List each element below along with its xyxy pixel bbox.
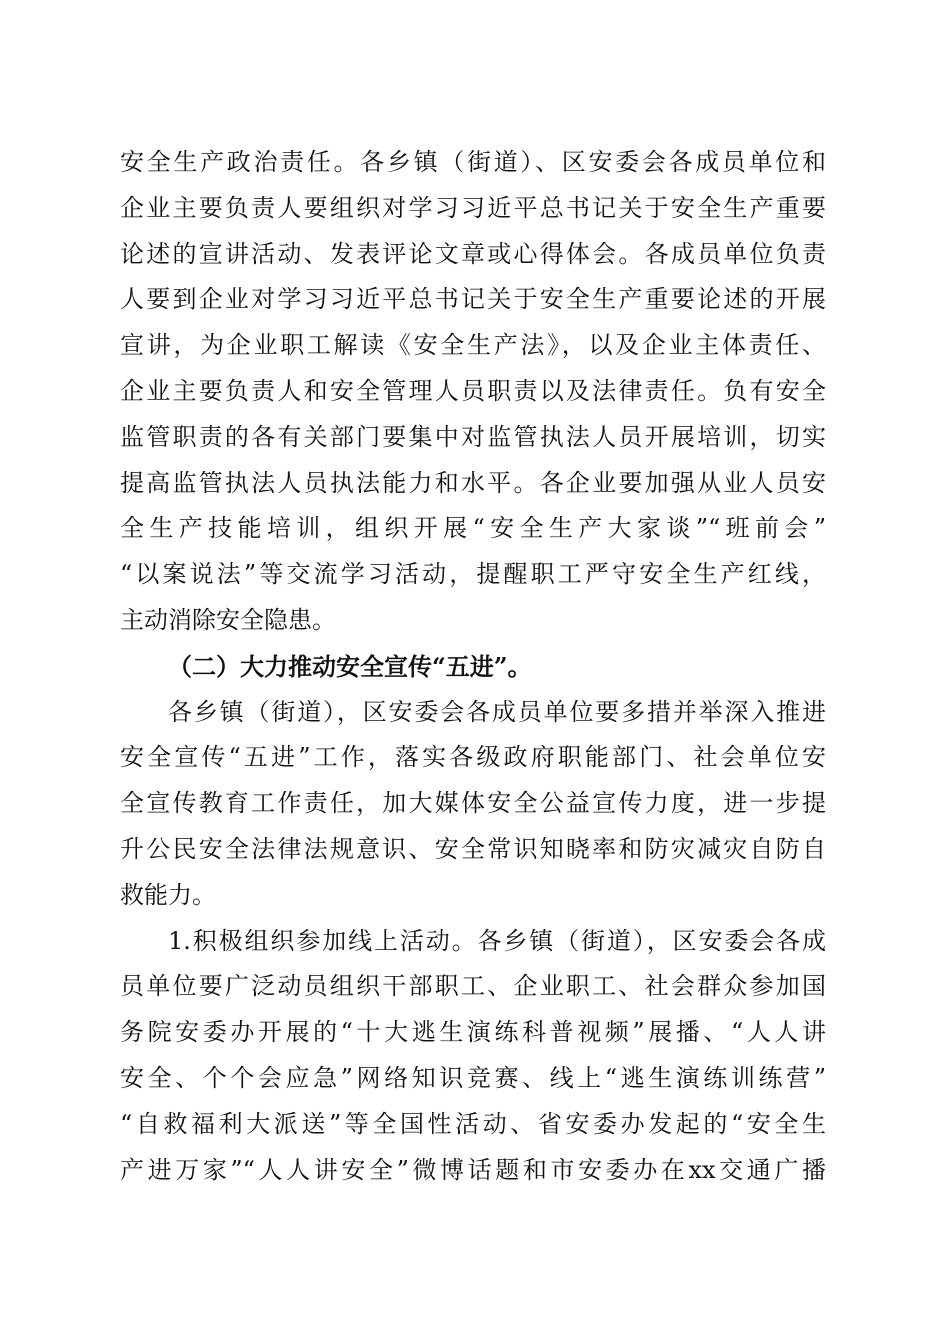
text-line: 主动消除安全隐患。 <box>120 605 336 634</box>
paragraph-five-entries <box>120 690 826 919</box>
text-line: “以案说法”等交流学习活动，提醒职工严守安全生产红线， <box>120 560 826 589</box>
document-body <box>120 140 826 1193</box>
text-line: 各乡镇（街道），区安委会各成员单位要多措并举深入推进 <box>168 697 826 726</box>
text-line: 务院安委办开展的“十大逃生演练科普视频”展播、“人人讲 <box>120 1018 826 1047</box>
text-line: 企业主要负责人和安全管理人员职责以及法律责任。负有安全 <box>120 376 826 405</box>
text-line: “自救福利大派送”等全国性活动、省安委办发起的“安全生 <box>120 1109 826 1138</box>
text-line: 升公民安全法律法规意识、安全常识知晓率和防灾减灾自防自 <box>120 834 826 863</box>
text-line: 安全生产政治责任。各乡镇（街道）、区安委会各成员单位和 <box>120 148 826 176</box>
paragraph-safety-responsibility <box>120 140 826 644</box>
text-line: 宣讲，为企业职工解读《安全生产法》，以及企业主体责任、 <box>120 331 826 360</box>
text-line: 安全宣传“五进”工作，落实各级政府职能部门、社会单位安 <box>120 743 826 772</box>
text-line: 救能力。 <box>120 880 216 909</box>
text-line: 全宣传教育工作责任，加大媒体安全公益宣传力度，进一步提 <box>120 789 826 818</box>
paragraph-online-activities <box>120 919 826 1194</box>
text-line: 员单位要广泛动员组织干部职工、企业职工、社会群众参加国 <box>120 972 826 1001</box>
text-line: 1.积极组织参加线上活动。各乡镇（街道），区安委会各成 <box>168 926 826 955</box>
section-heading-text: （二）大力推动安全宣传“五进”。 <box>168 651 532 681</box>
text-line: 监管职责的各有关部门要集中对监管执法人员开展培训，切实 <box>120 422 826 451</box>
text-line: 安全、个个会应急”网络知识竞赛、线上“逃生演练训练营” <box>120 1063 826 1092</box>
text-line: 论述的宣讲活动、发表评论文章或心得体会。各成员单位负责 <box>120 239 826 268</box>
section-heading <box>120 644 826 690</box>
text-line: 产进万家”“人人讲安全”微博话题和市安委办在xx交通广播 <box>120 1155 826 1184</box>
text-line: 人要到企业对学习习近平总书记关于安全生产重要论述的开展 <box>120 285 826 314</box>
text-line: 企业主要负责人要组织对学习习近平总书记关于安全生产重要 <box>120 193 826 222</box>
text-line: 提高监管执法人员执法能力和水平。各企业要加强从业人员安 <box>120 468 826 497</box>
text-line: 全生产技能培训，组织开展“安全生产大家谈”“班前会” <box>120 514 826 543</box>
